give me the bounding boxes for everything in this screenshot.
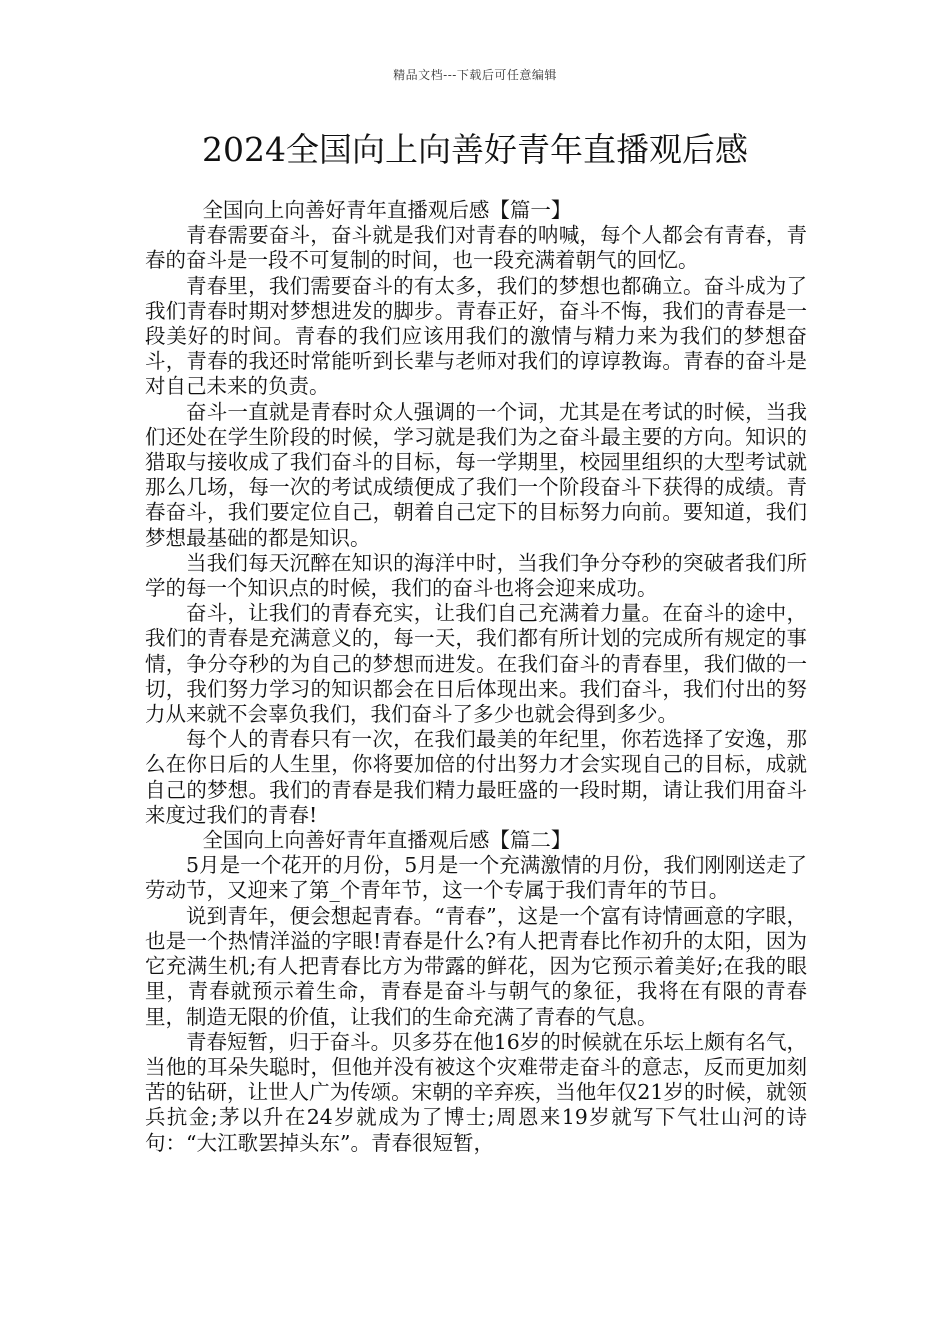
paragraph: 当我们每天沉醉在知识的海洋中时，当我们争分夺秒的突破者我们所学的每一个知识点的时候，我们的奋斗也将会迎来成功。 [145,550,807,601]
paragraph: 5月是一个花开的月份，5月是一个充满激情的月份，我们刚刚送走了劳动节，又迎来了第_个青年节，这一个专属于我们青年的节日。 [145,853,807,903]
paragraph: 青春短暂，归于奋斗。贝多芬在他16岁的时候就在乐坛上颇有名气，当他的耳朵失聪时，但他并没有被这个灾难带走奋斗的意志，反而更加刻苦的钻研，让世人广为传颂。宋朝的辛弃疾，当他年仅21岁的时候，就领兵抗金;茅以升在24岁就成为了博士;周恩来19岁就写下气壮山河的诗句：“大江歌罢掉头东”。青春很短暂， [145,1029,807,1155]
section-heading-2: 全国向上向善好青年直播观后感【篇二】 [202,828,572,853]
section-heading-1: 全国向上向善好青年直播观后感【篇一】 [202,198,572,222]
paragraph: 奋斗，让我们的青春充实，让我们自己充满着力量。在奋斗的途中，我们的青春是充满意义的，每一天，我们都有所计划的完成所有规定的事情，争分夺秒的为自己的梦想而进发。在我们奋斗的青春里，我们做的一切，我们努力学习的知识都会在日后体现出来。我们奋斗，我们付出的努力从来就不会辜负我们，我们奋斗了多少也就会得到多少。 [145,601,807,727]
paragraph: 说到青年，便会想起青春。“青春”，这是一个富有诗情画意的字眼，也是一个热情洋溢的字眼!青春是什么?有人把青春比作初升的太阳，因为它充满生机;有人把青春比方为带露的鲜花，因为它预示着美好;在我的眼里，青春就预示着生命，青春是奋斗与朝气的象征，我将在有限的青春里，制造无限的价值，让我们的生命充满了青春的气息。 [145,903,807,1029]
header-note: 精品文档---下载后可任意编辑 [393,68,557,82]
document-body [145,198,807,1156]
paragraph: 青春需要奋斗，奋斗就是我们对青春的呐喊，每个人都会有青春，青春的奋斗是一段不可复制的时间，也一段充满着朝气的回忆。 [145,223,807,273]
paragraph: 青春里，我们需要奋斗的有太多，我们的梦想也都确立。奋斗成为了我们青春时期对梦想进发的脚步。青春正好，奋斗不悔，我们的青春是一段美好的时间。青春的我们应该用我们的激情与精力来为我们的梦想奋斗，青春的我还时常能听到长辈与老师对我们的谆谆教诲。青春的奋斗是对自己未来的负责。 [145,273,807,399]
paragraph: 每个人的青春只有一次，在我们最美的年纪里，你若选择了安逸，那么在你日后的人生里，你将要加倍的付出努力才会实现自己的目标，成就自己的梦想。我们的青春是我们精力最旺盛的一段时期，请让我们用奋斗来度过我们的青春! [145,727,807,827]
document-title: 2024全国向上向善好青年直播观后感 [202,130,748,169]
paragraph: 奋斗一直就是青春时众人强调的一个词，尤其是在考试的时候，当我们还处在学生阶段的时候，学习就是我们为之奋斗最主要的方向。知识的猎取与接收成了我们奋斗的目标，每一学期里，校园里组织的大型考试就那么几场，每一次的考试成绩便成了我们一个阶段奋斗下获得的成绩。青春奋斗，我们要定位自己，朝着自己定下的目标努力向前。要知道，我们梦想最基础的都是知识。 [145,399,807,550]
